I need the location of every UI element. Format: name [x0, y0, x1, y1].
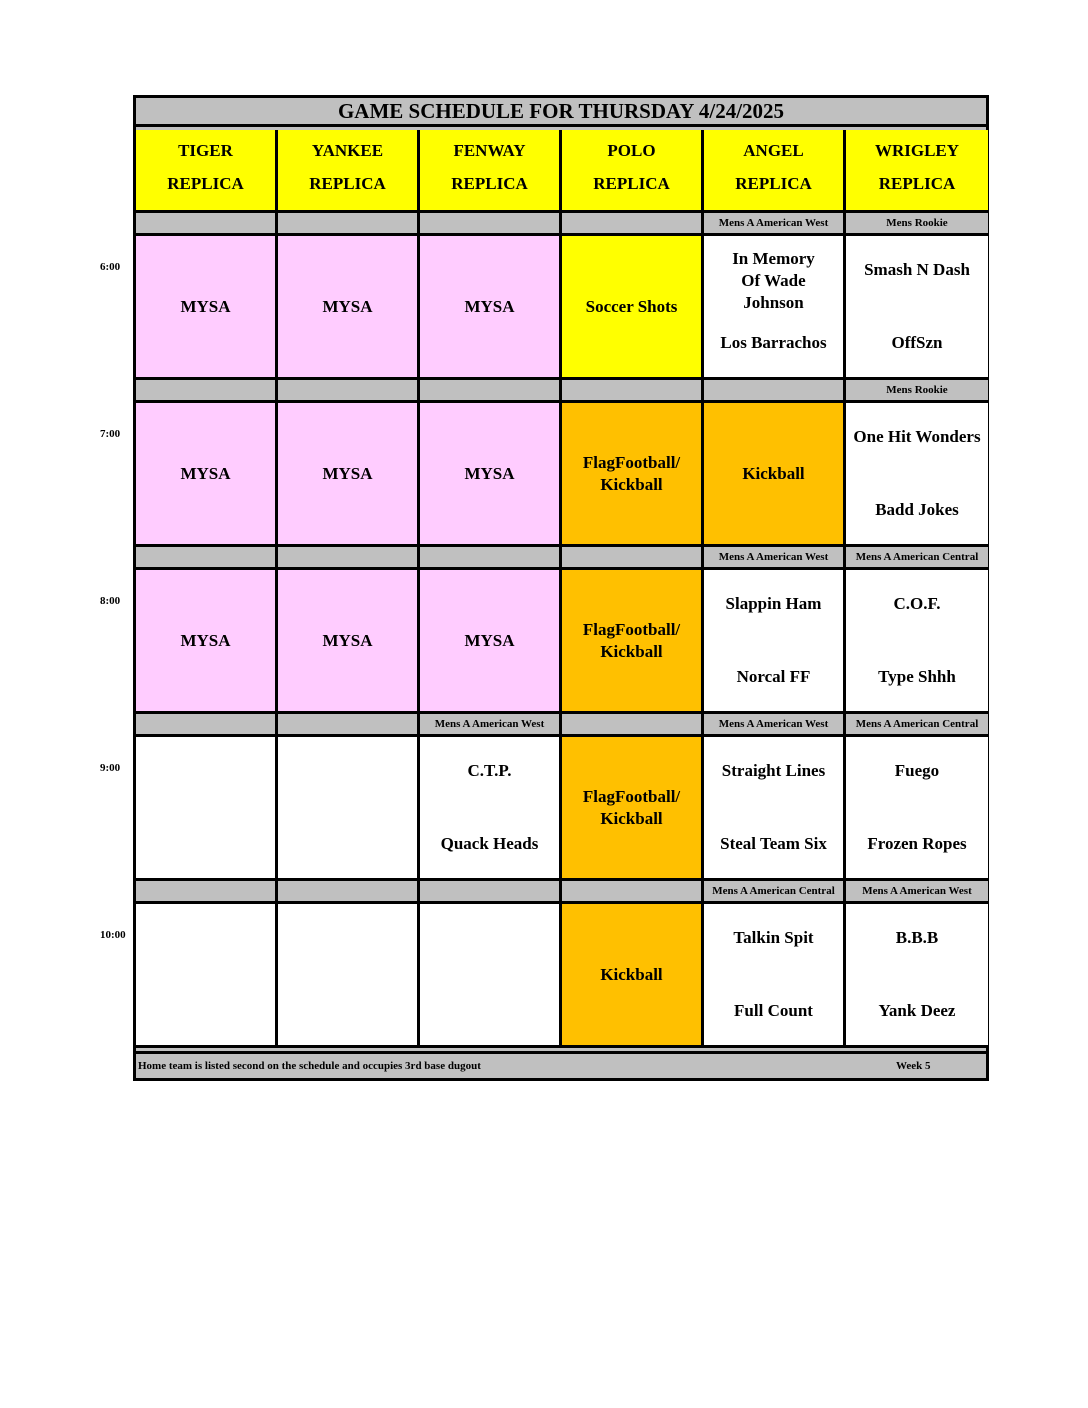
division-label — [278, 213, 420, 233]
time-label: 7:00 — [100, 428, 121, 440]
time-label: 8:00 — [100, 595, 121, 607]
field-subtitle: REPLICA — [593, 174, 670, 193]
home-team: Badd Jokes — [875, 500, 959, 519]
activity-label: Soccer Shots — [585, 296, 678, 316]
schedule-sheet — [133, 95, 989, 1081]
game-slot — [420, 400, 562, 547]
time-label: 9:00 — [100, 762, 121, 774]
game-slot — [846, 901, 988, 1048]
field-subtitle: REPLICA — [878, 174, 956, 193]
division-label — [278, 547, 420, 567]
division-label — [420, 547, 562, 567]
field-name: ANGEL — [743, 141, 804, 160]
division-label: Mens Rookie — [846, 213, 988, 233]
division-label — [420, 380, 562, 400]
division-label: Mens A American West — [704, 547, 846, 567]
week-label: Week 5 — [896, 1060, 931, 1072]
division-label — [136, 881, 278, 901]
game-slot — [136, 734, 278, 881]
division-label: Mens A American Central — [846, 714, 988, 734]
game-slot — [136, 901, 278, 1048]
division-label — [562, 714, 704, 734]
away-team: Talkin Spit — [733, 928, 814, 947]
game-slot — [704, 233, 846, 380]
game-slot — [420, 734, 562, 881]
field-name: FENWAY — [453, 141, 526, 160]
field-name: POLO — [607, 141, 656, 160]
division-label: Mens A American West — [704, 213, 846, 233]
field-subtitle: REPLICA — [735, 174, 812, 193]
field-subtitle: REPLICA — [167, 174, 244, 193]
home-team: Norcal FF — [736, 667, 811, 686]
activity-label: Kickball — [600, 964, 663, 984]
activity-label: MYSA — [180, 296, 231, 316]
game-slot — [562, 567, 704, 714]
game-slot — [562, 901, 704, 1048]
game-slot — [420, 901, 562, 1048]
field-name: WRIGLEY — [874, 141, 960, 160]
game-slot — [846, 400, 988, 547]
field-header-tiger — [136, 130, 278, 213]
division-label — [136, 380, 278, 400]
game-slot — [846, 734, 988, 881]
activity-label: MYSA — [180, 630, 231, 650]
division-label: Mens Rookie — [846, 380, 988, 400]
division-label — [562, 547, 704, 567]
game-slot — [562, 400, 704, 547]
field-subtitle: REPLICA — [451, 174, 528, 193]
activity-label: MYSA — [464, 630, 515, 650]
away-team: C.O.F. — [893, 594, 941, 613]
division-label — [278, 881, 420, 901]
game-slot — [278, 233, 420, 380]
activity-label: MYSA — [322, 296, 373, 316]
division-label — [136, 213, 278, 233]
away-team: Smash N Dash — [864, 260, 970, 279]
division-label: Mens A American Central — [846, 547, 988, 567]
home-team: Frozen Ropes — [867, 834, 967, 853]
time-label: 10:00 — [100, 929, 126, 941]
field-header-fenway — [420, 130, 562, 213]
game-slot — [420, 233, 562, 380]
home-team: Los Barrachos — [720, 333, 827, 352]
away-team: Fuego — [894, 761, 940, 780]
division-label — [136, 547, 278, 567]
away-team: B.B.B — [895, 928, 939, 947]
activity-label: MYSA — [464, 463, 515, 483]
activity-label: MYSA — [322, 630, 373, 650]
away-team: C.T.P. — [467, 761, 512, 780]
footer-note: Home team is listed second on the schedule and occupies 3rd base dugout — [138, 1060, 481, 1072]
activity-label: Kickball — [742, 463, 805, 483]
division-label — [562, 213, 704, 233]
game-slot — [846, 567, 988, 714]
game-slot — [278, 400, 420, 547]
game-slot — [562, 233, 704, 380]
game-slot — [704, 400, 846, 547]
home-team: Full Count — [734, 1001, 813, 1020]
away-team: One Hit Wonders — [853, 427, 981, 446]
division-label — [420, 213, 562, 233]
home-team: Type Shhh — [878, 667, 956, 686]
time-label: 6:00 — [100, 261, 121, 273]
field-header-yankee — [278, 130, 420, 213]
division-label — [562, 380, 704, 400]
game-slot — [420, 567, 562, 714]
game-slot — [278, 901, 420, 1048]
away-team: Straight Lines — [721, 761, 826, 780]
field-subtitle: REPLICA — [309, 174, 386, 193]
home-team: Steal Team Six — [720, 834, 827, 853]
game-slot — [562, 734, 704, 881]
division-label — [562, 881, 704, 901]
division-label — [704, 380, 846, 400]
division-label: Mens A American Central — [704, 881, 846, 901]
division-label — [136, 714, 278, 734]
division-label — [420, 881, 562, 901]
game-slot — [704, 567, 846, 714]
footer-bar — [136, 1051, 986, 1078]
activity-label: FlagFootball/ Kickball — [582, 786, 681, 828]
activity-label: MYSA — [180, 463, 231, 483]
game-slot — [136, 567, 278, 714]
field-header-polo — [562, 130, 704, 213]
field-header-wrigley — [846, 130, 988, 213]
game-slot — [704, 734, 846, 881]
game-slot — [704, 901, 846, 1048]
home-team: Yank Deez — [878, 1001, 956, 1020]
field-header-angel — [704, 130, 846, 213]
activity-label: MYSA — [464, 296, 515, 316]
field-name: YANKEE — [311, 141, 384, 160]
game-slot — [136, 400, 278, 547]
schedule-title: GAME SCHEDULE FOR THURSDAY 4/24/2025 — [136, 98, 986, 127]
activity-label: FlagFootball/ Kickball — [582, 619, 681, 661]
game-slot — [846, 233, 988, 380]
division-label: Mens A American West — [704, 714, 846, 734]
activity-label: MYSA — [322, 463, 373, 483]
division-label — [278, 380, 420, 400]
division-label — [278, 714, 420, 734]
home-team: OffSzn — [891, 333, 943, 352]
away-team: In Memory Of Wade Johnson — [732, 249, 815, 312]
division-label: Mens A American West — [846, 881, 988, 901]
away-team: Slappin Ham — [725, 594, 822, 613]
activity-label: FlagFootball/ Kickball — [582, 452, 681, 494]
home-team: Quack Heads — [440, 834, 539, 853]
game-slot — [136, 233, 278, 380]
field-name: TIGER — [178, 141, 233, 160]
game-slot — [278, 567, 420, 714]
division-label: Mens A American West — [420, 714, 562, 734]
game-slot — [278, 734, 420, 881]
